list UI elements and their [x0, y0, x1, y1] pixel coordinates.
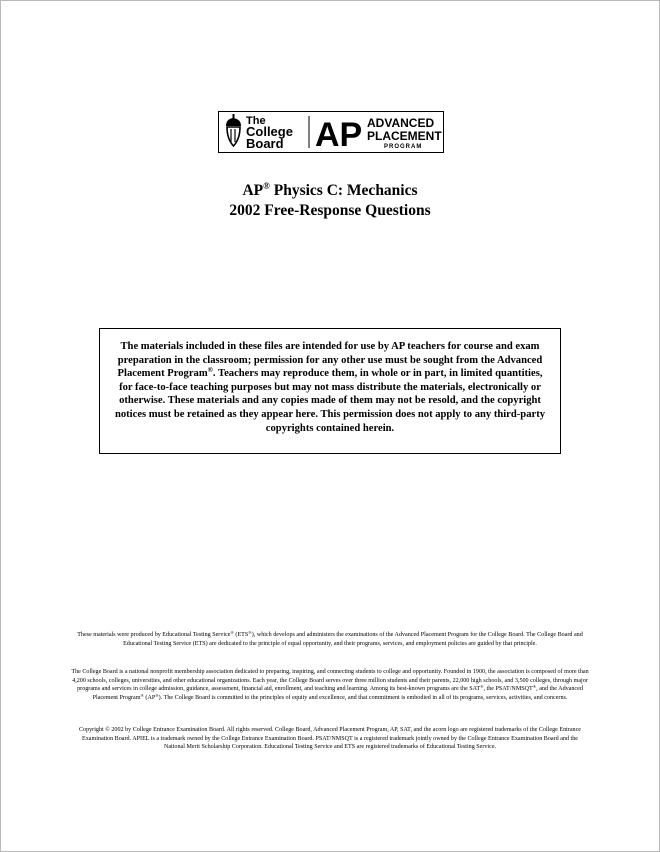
title-subject: Physics C: Mechanics: [269, 182, 418, 199]
fine-print-ets-text-c: ), which develops and administers the examinations of the Advanced Placement Program for the College Board. The College Board and Educational Testing Service (ETS) are dedicated to the principle of equal opportunity, and their programs, services, and employment policies are guided by that principle.: [123, 632, 583, 647]
fine-print-mark: ®: [248, 630, 252, 635]
notice-registered-mark: ®: [207, 366, 213, 375]
fine-print-cb-text-b: , the PSAT/NMSQT: [483, 686, 533, 693]
fine-print-mark: ®: [155, 692, 159, 698]
college-board-line-3: Board: [246, 136, 284, 151]
college-board-ap-logo: [218, 111, 444, 153]
fine-print-cb-text-d: (AP: [143, 694, 156, 701]
fine-print-cb-text-e: ). The College Board is committed to the principles of equity and excellence, and that commitment is embodied in all of its programs, services, activities, and concerns.: [158, 694, 568, 701]
registered-mark: ®: [263, 181, 270, 191]
program-line: PROGRAM: [384, 144, 423, 150]
placement-line: PLACEMENT: [367, 129, 442, 143]
fine-print-ets-text-b: (ETS: [233, 632, 249, 638]
notice-text-part-2: . Teachers may reproduce them, in whole or in part, in limited quantities, for face-to-face teaching purposes but may not mass distribute the materials, electronically or otherwise. These materials and any copies made of them may not be resold, and the copyright notices must be retained as they appear here. This permission does not apply to any third-party copyrights contained herein.: [114, 368, 546, 434]
fine-print-ets: [71, 631, 589, 648]
fine-print-mark: ®: [230, 630, 234, 635]
acorn-icon: [226, 114, 241, 146]
fine-print-mark: ®: [532, 684, 537, 690]
fine-print-college-board: [71, 668, 589, 702]
title-line-2: 2002 Free-Response Questions: [229, 202, 431, 219]
document-title: [1, 181, 659, 221]
ap-letters: AP: [315, 116, 363, 152]
logo-graphic: [219, 112, 443, 152]
fine-print-ets-text-a: These materials were produced by Educational Testing Service: [77, 632, 231, 638]
fine-print-mark: ®: [140, 692, 144, 698]
college-board-line-1: The: [246, 115, 266, 127]
fine-print-copyright: Copyright © 2002 by College Entrance Examination Board. All rights reserved. College Board, Advanced Placement Program, AP, SAT, and the acorn logo are registered trademarks of the College Entrance Examination Board. APIEL is a trademark owned by the College Entrance Examination Board. PSAT/NMSQT is a registered trademark jointly owned by the College Entrance Examination Board and the National Merit Scholarship Corporation. Educational Testing Service and ETS are registered trademarks of Educational Testing Service.: [78, 727, 582, 751]
fine-print-cb-text-c: , and the Advanced Placement Program: [92, 686, 583, 701]
usage-notice-box: [99, 328, 561, 454]
fine-print-mark: ®: [480, 684, 484, 690]
title-ap: AP: [242, 182, 264, 199]
fine-print-cb-text-a: The College Board is a national nonprofit membership association dedicated to preparing, inspiring, and connecting students to college and opportunity. Founded in 1900, the association is composed of more than 4,200 schools, colleges, universities, and other educational organizations. Each year, the College Board serves over three million students and their parents, 22,000 high schools, and 3,500 colleges, through major programs and services in college admission, guidance, assessment, financial aid, enrollment, and teaching and learning. Among its best-known programs are the SAT: [71, 669, 589, 693]
college-board-line-2: College: [246, 124, 293, 139]
notice-text-part-1: The materials included in these files are intended for use by AP teachers for course and exam preparation in the classroom; permission for any other use must be sought from the Advanced Placement Program: [117, 341, 543, 380]
title-line-1: [1, 181, 659, 201]
advanced-line: ADVANCED: [367, 116, 435, 130]
